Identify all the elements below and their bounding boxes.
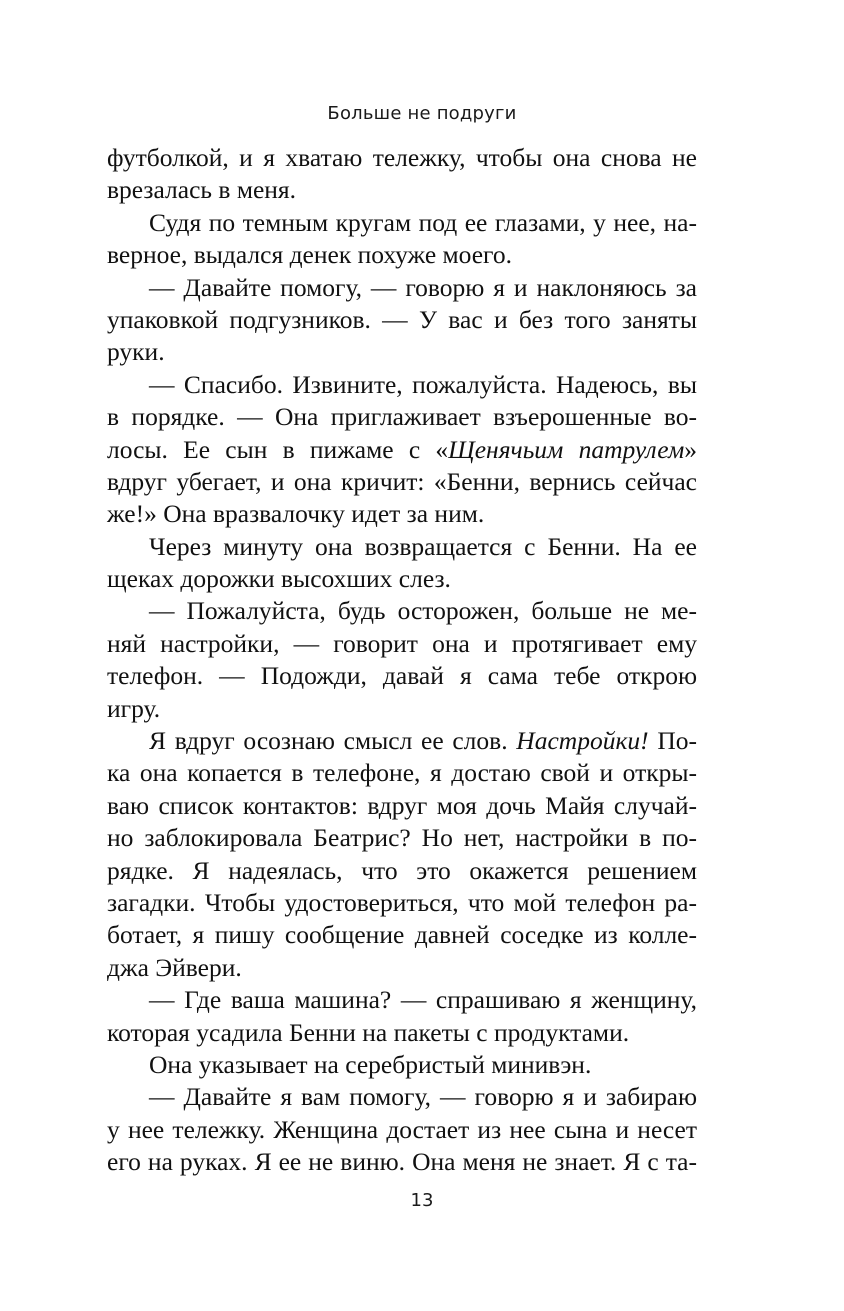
text-line: ваю список контактов: вдруг моя дочь Майя случай- [107,790,697,820]
text-line: его на руках. Я ее не виню. Она меня не знает. Я с та- [107,1147,697,1177]
page-number: 13 [410,1190,434,1211]
text-line: — Пожалуйста, будь осторожен, больше не ме- [149,596,697,626]
text-line: верное, выдался денек похуже моего. [107,240,512,270]
text-line: врезалась в меня. [107,175,297,205]
running-head-title: Больше не подруги [327,103,517,124]
text-line: лосы. Ее сын в пижаме с «Щенячьим патрулем» [107,434,697,464]
text-line: ботает, я пишу сообщение давней соседке из колле- [107,920,697,950]
italic-phrase: Настройки! [516,726,649,756]
text-line: джа Эйвери. [107,952,242,982]
text-line: — Давайте помогу, — говорю я и наклоняюсь за [149,272,697,302]
text-line: — Где ваша машина? — спрашиваю я женщину, [149,985,697,1015]
text-line: щеках дорожки высохших слез. [107,564,451,594]
text-line: вдруг убегает, и она кричит: «Бенни, вернись сейчас [107,466,697,496]
text-line: Через минуту она возвращается с Бенни. На ее [149,531,697,561]
text-line: ка она копается в телефоне, я достаю свой и откры- [107,758,697,788]
text-line: — Спасибо. Извините, пожалуйста. Надеюсь, вы [149,369,697,399]
text-line: которая усадила Бенни на пакеты с продуктами. [107,1017,630,1047]
text-line: няй настройки, — говорит она и протягивает ему [107,628,697,658]
text-line: Судя по темным кругам под ее глазами, у нее, на- [149,207,697,237]
text-line: руки. [107,337,165,367]
text-line: загадки. Чтобы удостовериться, что мой телефон ра- [107,887,697,917]
text-line: телефон. — Подожди, давай я сама тебе открою [107,661,697,691]
text-line: Я вдруг осознаю смысл ее слов. Настройки! По- [149,726,697,756]
text-line: рядке. Я надеялась, что это окажется решением [107,855,697,885]
text-line: — Давайте я вам помогу, — говорю я и забираю [149,1082,697,1112]
body-text [107,142,697,1179]
text-line: упаковкой подгузников. — У вас и без того заняты [107,304,697,334]
text-line: игру. [107,693,161,723]
text-line: у нее тележку. Женщина достает из нее сына и несет [107,1114,697,1144]
text-line: футболкой, и я хватаю тележку, чтобы она снова не [107,143,697,172]
text-line: Она указывает на серебристый минивэн. [149,1049,592,1079]
text-line: же!» Она вразвалочку идет за ним. [107,499,485,529]
italic-phrase: Щенячьим патрулем [448,434,685,464]
text-line: но заблокировала Беатрис? Но нет, настройки в по- [107,823,697,853]
text-line: в порядке. — Она приглаживает взъерошенные во- [107,402,697,432]
